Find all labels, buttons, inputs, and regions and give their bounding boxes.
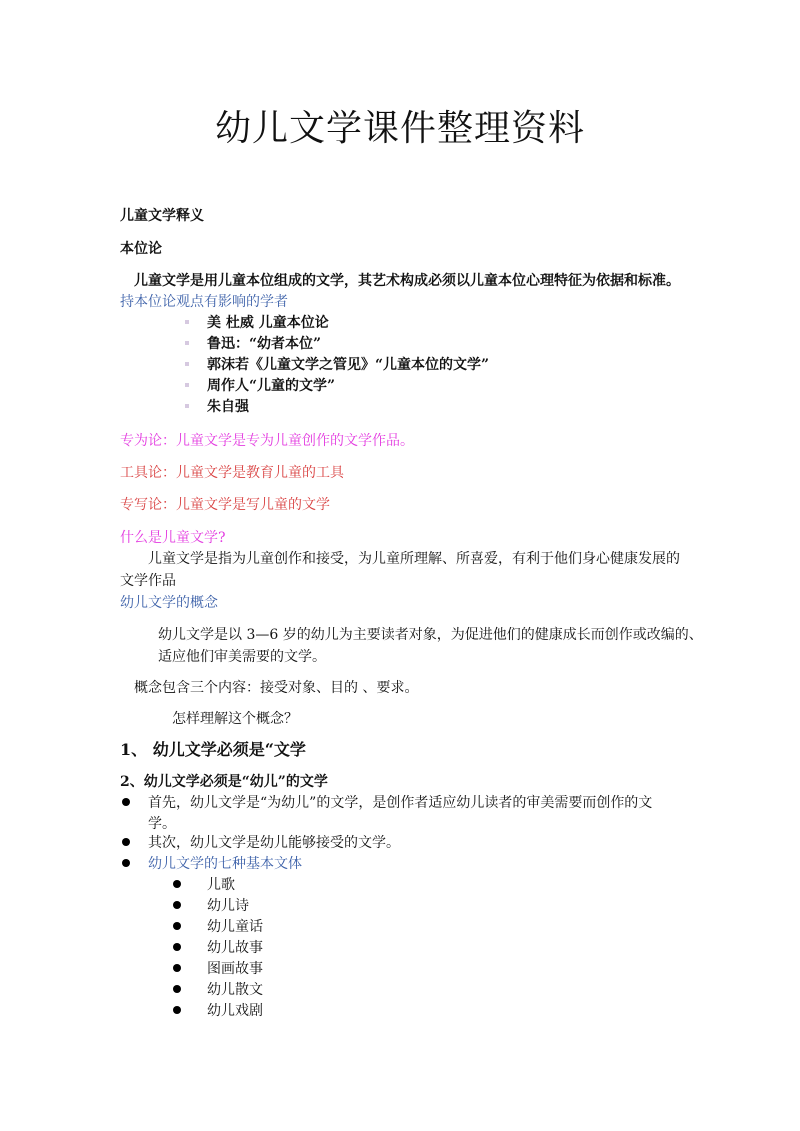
theory-zhuanxie: 专写论：儿童文学是写儿童的文学 <box>120 497 330 513</box>
how-understand: 怎样理解这个概念？ <box>172 711 298 727</box>
genre-item: 幼儿童话 <box>207 919 263 935</box>
section-heading: 儿童文学释义 <box>120 208 204 224</box>
genre-item: 幼儿故事 <box>207 940 263 956</box>
what-is-line2: 文学作品 <box>120 573 176 589</box>
bullet-marker <box>173 922 181 930</box>
bullet-marker <box>173 985 181 993</box>
point-1: 1、 幼儿文学必须是“文学 <box>120 740 306 759</box>
list-marker <box>185 383 189 387</box>
bullet-marker <box>173 880 181 888</box>
bullet-marker <box>122 838 130 846</box>
concept-heading: 幼儿文学的概念 <box>120 595 218 611</box>
bullet-1-line1: 首先，幼儿文学是“为幼儿”的文学，是创作者适应幼儿读者的审美需要而创作的文 <box>148 795 653 811</box>
scholar-item: 周作人“儿童的文学” <box>207 378 336 394</box>
bullet-3: 幼儿文学的七种基本文体 <box>148 856 302 872</box>
definition-benwei: 儿童文学是用儿童本位组成的文学，其艺术构成必须以儿童本位心理特征为依据和标准。 <box>134 273 680 289</box>
bullet-1-line2: 学。 <box>148 816 176 832</box>
what-is-line1: 儿童文学是指为儿童创作和接受，为儿童所理解、所喜爱，有利于他们身心健康发展的 <box>148 551 680 567</box>
what-is-heading: 什么是儿童文学? <box>120 530 226 546</box>
list-marker <box>185 404 189 408</box>
list-marker <box>185 341 189 345</box>
scholars-heading: 持本位论观点有影响的学者 <box>120 294 288 310</box>
concept-contains: 概念包含三个内容：接受对象、目的 、要求。 <box>134 680 419 696</box>
scholar-item: 美 杜威 儿童本位论 <box>207 315 329 331</box>
bullet-marker <box>122 798 130 806</box>
list-marker <box>185 362 189 366</box>
bullet-marker <box>173 943 181 951</box>
bullet-marker <box>173 901 181 909</box>
bullet-marker <box>122 859 130 867</box>
document-title: 幼儿文学课件整理资料 <box>214 108 585 149</box>
bullet-marker <box>173 1006 181 1014</box>
point-2: 2、幼儿文学必须是“幼儿”的文学 <box>120 774 328 790</box>
genre-item: 幼儿诗 <box>207 898 249 914</box>
genre-item: 幼儿戏剧 <box>207 1003 263 1019</box>
bullet-2: 其次，幼儿文学是幼儿能够接受的文学。 <box>148 835 400 851</box>
scholar-item: 朱自强 <box>207 399 249 415</box>
subheading-benwei: 本位论 <box>120 241 162 257</box>
genre-item: 图画故事 <box>207 961 263 977</box>
bullet-marker <box>173 964 181 972</box>
theory-zhuanwei: 专为论：儿童文学是专为儿童创作的文学作品。 <box>120 433 414 449</box>
list-marker <box>185 320 189 324</box>
genre-item: 幼儿散文 <box>207 982 263 998</box>
genre-item: 儿歌 <box>207 877 235 893</box>
scholar-item: 郭沫若《儿童文学之管见》“儿童本位的文学” <box>207 357 490 373</box>
theory-gongju: 工具论：儿童文学是教育儿童的工具 <box>120 465 344 481</box>
concept-line1: 幼儿文学是以 3—6 岁的幼儿为主要读者对象，为促进他们的健康成长而创作或改编的、 <box>158 627 703 643</box>
concept-line2: 适应他们审美需要的文学。 <box>158 649 326 665</box>
scholar-item: 鲁迅：“幼者本位” <box>207 336 322 352</box>
